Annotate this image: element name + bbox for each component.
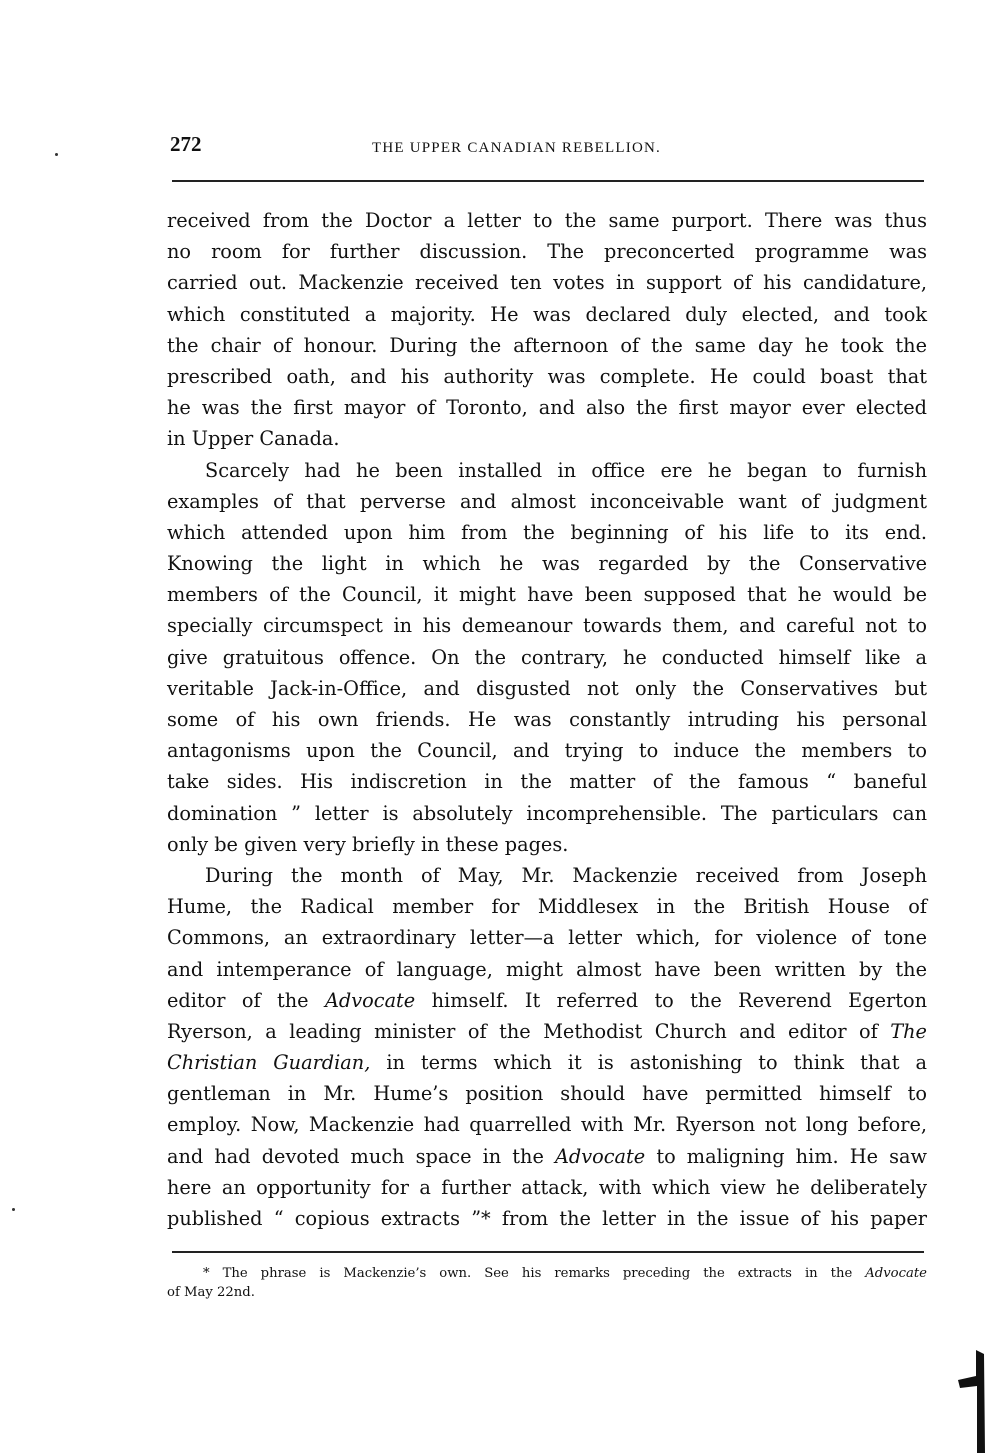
italic-title: Advocate bbox=[325, 988, 416, 1012]
text-line bbox=[167, 1016, 927, 1047]
text-line: which attended upon him from the beginning of his life to its end. bbox=[167, 520, 927, 544]
text-line: and intemperance of language, might almost have been written by the bbox=[167, 957, 927, 981]
text-line: members of the Council, it might have been supposed that he would be bbox=[167, 583, 927, 607]
speck-mark bbox=[12, 1208, 15, 1211]
text-segment: himself. It referred to the Reverend Egerton bbox=[431, 988, 927, 1012]
text-line: Scarcely had he been installed in office ere he began to furnish bbox=[205, 458, 927, 482]
text-line: which constituted a majority. He was declared duly elected, and took bbox=[167, 302, 927, 326]
page-number: 272 bbox=[170, 132, 202, 156]
footnote bbox=[167, 1264, 927, 1302]
text-line: antagonisms upon the Council, and trying to induce the members to bbox=[167, 739, 927, 763]
footnote-line: of May 22nd. bbox=[167, 1285, 255, 1300]
text-line bbox=[167, 985, 927, 1016]
text-line: he was the first mayor of Toronto, and also the first mayor ever elected bbox=[167, 396, 927, 420]
text-segment: and had devoted much space in the bbox=[167, 1144, 544, 1168]
text-line: give gratuitous offence. On the contrary, he conducted himself like a bbox=[167, 645, 927, 669]
footnote-text: * The phrase is Mackenzie’s own. See his remarks preceding the extracts in the bbox=[203, 1266, 853, 1281]
header-rule bbox=[172, 180, 924, 182]
margin-bracket-mark bbox=[958, 1350, 988, 1453]
footnote-line bbox=[167, 1264, 927, 1283]
text-line: prescribed oath, and his authority was complete. He could boast that bbox=[167, 364, 927, 388]
body-text bbox=[167, 205, 927, 1234]
text-line: domination ” letter is absolutely incomprehensible. The particulars can bbox=[167, 801, 927, 825]
italic-title: Advocate bbox=[554, 1144, 646, 1168]
text-line: Commons, an extraordinary letter—a letter which, for violence of tone bbox=[167, 926, 927, 950]
text-line: take sides. His indiscretion in the matter of the famous “ baneful bbox=[167, 770, 927, 794]
text-line: gentleman in Mr. Hume’s position should have permitted himself to bbox=[167, 1082, 927, 1106]
text-segment: editor of the bbox=[167, 988, 309, 1012]
text-line: specially circumspect in his demeanour towards them, and careful not to bbox=[167, 614, 927, 638]
text-segment: to maligning him. He saw bbox=[656, 1144, 927, 1168]
text-line: Knowing the light in which he was regarded by the Conservative bbox=[167, 552, 927, 576]
text-line: some of his own friends. He was constantly intruding his personal bbox=[167, 708, 927, 731]
text-line: the chair of honour. During the afternoon of the same day he took the bbox=[167, 333, 927, 357]
text-line: employ. Now, Mackenzie had quarrelled with Mr. Ryerson not long before, bbox=[167, 1113, 927, 1137]
text-line: in Upper Canada. bbox=[167, 427, 340, 451]
text-line: examples of that perverse and almost inconceivable want of judgment bbox=[167, 489, 927, 513]
footnote-italic: Advocate bbox=[865, 1266, 927, 1281]
text-line bbox=[167, 1141, 927, 1172]
text-line bbox=[167, 1047, 927, 1078]
text-line: published “ copious extracts ”* from the letter in the issue of his paper bbox=[167, 1207, 927, 1230]
text-line: During the month of May, Mr. Mackenzie received from Joseph bbox=[205, 863, 927, 887]
text-line: veritable Jack-in-Office, and disgusted not only the Conservatives but bbox=[167, 676, 927, 700]
italic-title: The bbox=[890, 1019, 927, 1043]
text-line: carried out. Mackenzie received ten votes in support of his candidature, bbox=[167, 271, 927, 295]
text-line: here an opportunity for a further attack, with which view he deliberately bbox=[167, 1175, 927, 1199]
running-title: THE UPPER CANADIAN REBELLION. bbox=[372, 140, 661, 156]
text-line: Hume, the Radical member for Middlesex in the British House of bbox=[167, 895, 927, 919]
italic-title: Christian Guardian, bbox=[167, 1051, 371, 1075]
text-line: no room for further discussion. The preconcerted programme was bbox=[167, 240, 927, 264]
text-line: received from the Doctor a letter to the same purport. There was thus bbox=[167, 209, 927, 232]
speck-mark bbox=[55, 153, 58, 156]
text-line: only be given very briefly in these pages. bbox=[167, 832, 569, 856]
text-segment: Ryerson, a leading minister of the Methodist Church and editor of bbox=[167, 1019, 878, 1043]
text-segment: in terms which it is astonishing to think that a bbox=[386, 1051, 927, 1075]
footnote-rule bbox=[172, 1251, 924, 1253]
